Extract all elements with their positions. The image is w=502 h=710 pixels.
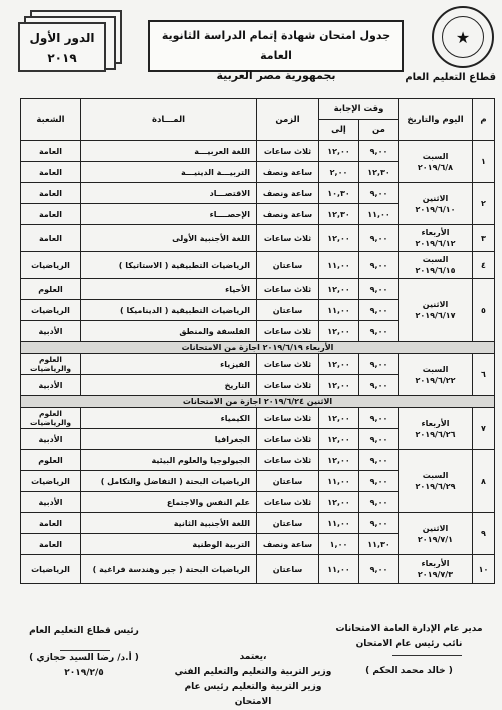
from-cell: ١١,٣٠	[359, 534, 399, 555]
subject-cell: الرياضيات البحتة ( التفاضل والتكامل )	[81, 471, 257, 492]
sector-label: قطاع التعليم العام	[405, 72, 496, 83]
table-row	[21, 513, 495, 534]
branch-cell: الرياضيات	[21, 252, 81, 279]
branch-cell: الأدبية	[21, 492, 81, 513]
day-date-cell: الاثنين ٢٠١٩/٧/١	[399, 513, 473, 555]
title-line-1: جدول امتحان شهادة إتمام الدراسة الثانوية العامة	[161, 29, 391, 62]
col-duration: الزمن	[257, 99, 319, 141]
day-date-cell: الأربعاء ٢٠١٩/٧/٣	[399, 555, 473, 584]
document-title	[148, 20, 404, 82]
subject-cell: اللغة الأجنبية الثانية	[81, 513, 257, 534]
duration-cell: ساعتان	[257, 471, 319, 492]
branch-cell: العامة	[21, 225, 81, 252]
from-cell: ٩,٠٠	[359, 450, 399, 471]
to-cell: ١١,٠٠	[319, 252, 359, 279]
from-cell: ٩,٠٠	[359, 354, 399, 375]
table-row	[21, 450, 495, 471]
to-cell: ١١,٠٠	[319, 555, 359, 584]
from-cell: ٩,٠٠	[359, 513, 399, 534]
branch-cell: العلوم	[21, 279, 81, 300]
branch-cell: العلوم والرياضيات	[21, 408, 81, 429]
to-cell: ١,٠٠	[319, 534, 359, 555]
row-num: ٩	[473, 513, 495, 555]
duration-cell: ساعتان	[257, 300, 319, 321]
subject-cell: الاقتصـــاد	[81, 183, 257, 204]
to-cell: ١٠,٣٠	[319, 183, 359, 204]
branch-cell: العامة	[21, 534, 81, 555]
from-cell: ١١,٠٠	[359, 204, 399, 225]
to-cell: ١٢,٠٠	[319, 408, 359, 429]
row-num: ٧	[473, 408, 495, 450]
footer-exams-director	[334, 622, 484, 679]
subject-cell: التربية الوطنية	[81, 534, 257, 555]
branch-cell: العامة	[21, 141, 81, 162]
subject-cell: التاريخ	[81, 375, 257, 396]
title-line-2: بجمهورية مصر العربية	[216, 69, 336, 82]
branch-cell: الأدبية	[21, 375, 81, 396]
branch-cell: الأدبية	[21, 321, 81, 342]
branch-cell: العلوم	[21, 450, 81, 471]
exams-director-title: مدير عام الإدارة العامة الامتحانات	[335, 624, 483, 634]
subject-cell: الإحصــــاء	[81, 204, 257, 225]
duration-cell: ثلاث ساعات	[257, 279, 319, 300]
duration-cell: ساعتان	[257, 555, 319, 584]
subject-cell: اللغة العربيـــة	[81, 141, 257, 162]
footer-sector-head	[14, 624, 154, 681]
session-badge	[18, 10, 118, 72]
duration-cell: ساعتان	[257, 252, 319, 279]
branch-cell: العامة	[21, 513, 81, 534]
duration-cell: ثلاث ساعات	[257, 429, 319, 450]
subject-cell: اللغة الأجنبية الأولى	[81, 225, 257, 252]
exams-director-name: ( خالد محمد الحكم )	[365, 666, 453, 676]
branch-cell: العامة	[21, 183, 81, 204]
col-num: م	[473, 99, 495, 141]
table-row	[21, 141, 495, 162]
footer-minister	[168, 650, 338, 710]
to-cell: ١١,٠٠	[319, 513, 359, 534]
col-branch: الشعبة	[21, 99, 81, 141]
branch-cell: العامة	[21, 162, 81, 183]
day-date-cell: الأربعاء ٢٠١٩/٦/٢٦	[399, 408, 473, 450]
from-cell: ٩,٠٠	[359, 252, 399, 279]
col-from: من	[359, 120, 399, 141]
duration-cell: ثلاث ساعات	[257, 375, 319, 396]
table-row	[21, 279, 495, 300]
table-row	[21, 555, 495, 584]
day-date-cell: الأربعاء ٢٠١٩/٦/١٢	[399, 225, 473, 252]
to-cell: ١٢,٠٠	[319, 354, 359, 375]
from-cell: ٩,٠٠	[359, 225, 399, 252]
from-cell: ٩,٠٠	[359, 183, 399, 204]
duration-cell: ساعتان	[257, 513, 319, 534]
subject-cell: الفيزياء	[81, 354, 257, 375]
sign-date: ٢٠١٩/٢/٥	[64, 668, 104, 678]
signature-mark	[60, 650, 110, 651]
duration-cell: ثلاث ساعات	[257, 408, 319, 429]
to-cell: ١٢,٠٠	[319, 450, 359, 471]
session-year: ٢٠١٩	[47, 51, 77, 65]
sector-head-name: ( أ.د/ رضا السيد حجازي )	[29, 653, 139, 663]
row-num: ٦	[473, 354, 495, 396]
exams-deputy-title: نائب رئيس عام الامتحان	[355, 639, 463, 649]
duration-cell: ثلاث ساعات	[257, 141, 319, 162]
table-row	[21, 183, 495, 204]
to-cell: ٢,٠٠	[319, 162, 359, 183]
from-cell: ٩,٠٠	[359, 279, 399, 300]
row-num: ٢	[473, 183, 495, 225]
subject-cell: الكيمياء	[81, 408, 257, 429]
subject-cell: الجغرافيا	[81, 429, 257, 450]
signature-mark	[392, 655, 462, 656]
exam-schedule-table	[20, 98, 495, 584]
from-cell: ٩,٠٠	[359, 408, 399, 429]
branch-cell: العلوم والرياضيات	[21, 354, 81, 375]
row-num: ٣	[473, 225, 495, 252]
from-cell: ٩,٠٠	[359, 141, 399, 162]
to-cell: ١٢,٠٠	[319, 321, 359, 342]
minister-title: وزير التربية والتعليم والتعليم الفني	[174, 667, 332, 677]
subject-cell: علم النفس والاجتماع	[81, 492, 257, 513]
branch-cell: الرياضيات	[21, 300, 81, 321]
branch-cell: الرياضيات	[21, 471, 81, 492]
sector-head-title: رئيس قطاع التعليم العام	[29, 626, 139, 636]
row-num: ٨	[473, 450, 495, 513]
row-num: ١٠	[473, 555, 495, 584]
day-date-cell: الاثنين ٢٠١٩/٦/١٠	[399, 183, 473, 225]
duration-cell: ثلاث ساعات	[257, 450, 319, 471]
day-date-cell: السبت ٢٠١٩/٦/٢٩	[399, 450, 473, 513]
to-cell: ١٢,٣٠	[319, 204, 359, 225]
to-cell: ١٢,٠٠	[319, 492, 359, 513]
col-day-date: اليوم والتاريخ	[399, 99, 473, 141]
subject-cell: الرياضيات التطبيقية ( الاستاتيكا )	[81, 252, 257, 279]
branch-cell: الأدبية	[21, 429, 81, 450]
day-date-cell: السبت ٢٠١٩/٦/٨	[399, 141, 473, 183]
minister-exam-title: وزير التربية والتعليم رئيس عام الامتحان	[184, 682, 322, 707]
row-num: ١	[473, 141, 495, 183]
from-cell: ٩,٠٠	[359, 375, 399, 396]
table-row	[21, 354, 495, 375]
day-date-cell: السبت ٢٠١٩/٦/١٥	[399, 252, 473, 279]
approval-label: يعتمد،	[239, 652, 267, 662]
holiday-separator: الأربعاء ٢٠١٩/٦/١٩ اجازة من الامتحانات	[21, 342, 495, 354]
table-row	[21, 252, 495, 279]
subject-cell: الفلسفة والمنطق	[81, 321, 257, 342]
branch-cell: العامة	[21, 204, 81, 225]
day-date-cell: السبت ٢٠١٩/٦/٢٢	[399, 354, 473, 396]
col-answer-time: وقت الإجابة	[319, 99, 399, 120]
to-cell: ١٢,٠٠	[319, 141, 359, 162]
branch-cell: الرياضيات	[21, 555, 81, 584]
from-cell: ١٢,٣٠	[359, 162, 399, 183]
subject-cell: الرياضيات التطبيقية ( الديناميكا )	[81, 300, 257, 321]
to-cell: ١٢,٠٠	[319, 225, 359, 252]
table-row	[21, 225, 495, 252]
subject-cell: الأحياء	[81, 279, 257, 300]
subject-cell: الجيولوجيا والعلوم البيئية	[81, 450, 257, 471]
to-cell: ١١,٠٠	[319, 471, 359, 492]
ministry-seal-icon: ★	[432, 6, 494, 68]
holiday-separator: الاثنين ٢٠١٩/٦/٢٤ اجازة من الامتحانات	[21, 396, 495, 408]
session-label: الدور الأول	[29, 31, 95, 45]
from-cell: ٩,٠٠	[359, 555, 399, 584]
duration-cell: ساعة ونصف	[257, 204, 319, 225]
from-cell: ٩,٠٠	[359, 300, 399, 321]
from-cell: ٩,٠٠	[359, 321, 399, 342]
subject-cell: التربيـــة الدينيـــة	[81, 162, 257, 183]
duration-cell: ساعة ونصف	[257, 534, 319, 555]
row-num: ٥	[473, 279, 495, 342]
to-cell: ١٢,٠٠	[319, 429, 359, 450]
subject-cell: الرياضيات البحتة ( جبر وهندسة فراغية )	[81, 555, 257, 584]
to-cell: ١٢,٠٠	[319, 279, 359, 300]
day-date-cell: الاثنين ٢٠١٩/٦/١٧	[399, 279, 473, 342]
from-cell: ٩,٠٠	[359, 492, 399, 513]
duration-cell: ثلاث ساعات	[257, 492, 319, 513]
col-subject: المـــادة	[81, 99, 257, 141]
to-cell: ١٢,٠٠	[319, 375, 359, 396]
col-to: إلى	[319, 120, 359, 141]
duration-cell: ثلاث ساعات	[257, 354, 319, 375]
from-cell: ٩,٠٠	[359, 429, 399, 450]
row-num: ٤	[473, 252, 495, 279]
to-cell: ١١,٠٠	[319, 300, 359, 321]
from-cell: ٩,٠٠	[359, 471, 399, 492]
duration-cell: ساعة ونصف	[257, 162, 319, 183]
duration-cell: ثلاث ساعات	[257, 321, 319, 342]
duration-cell: ثلاث ساعات	[257, 225, 319, 252]
duration-cell: ساعة ونصف	[257, 183, 319, 204]
table-row	[21, 408, 495, 429]
